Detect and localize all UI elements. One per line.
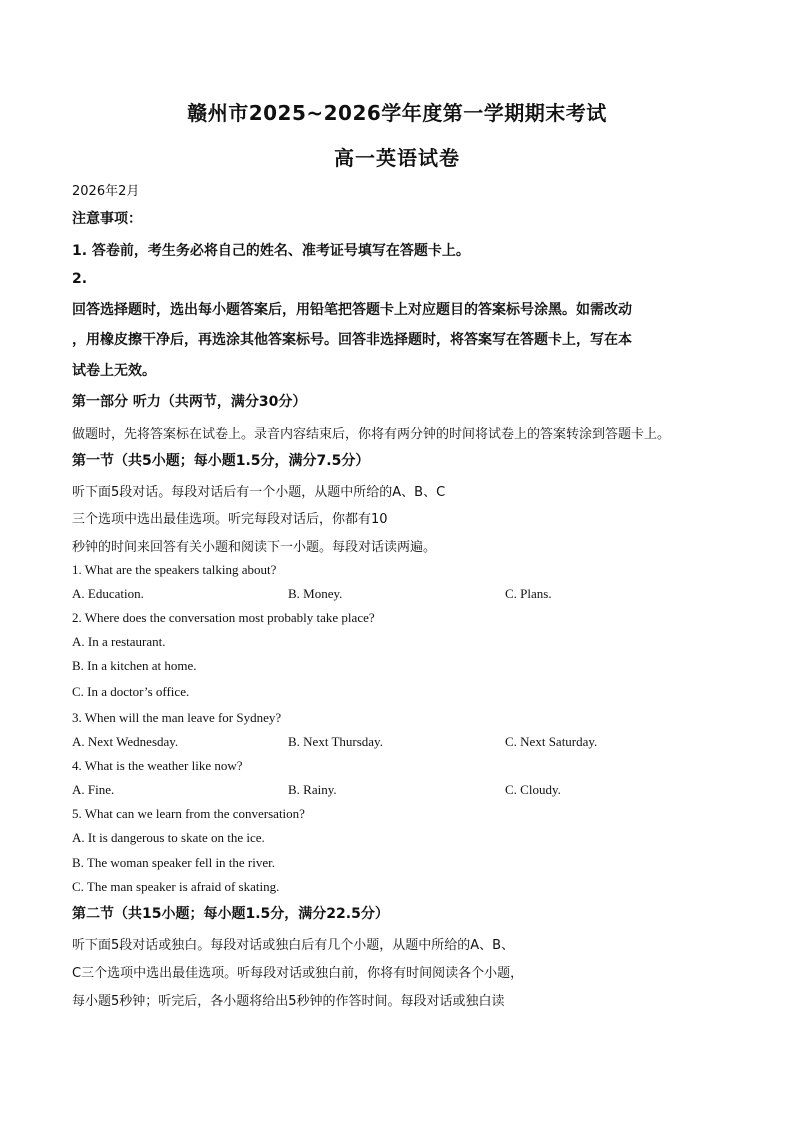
question-2-stem: 2. Where does the conversation most probably take place? (72, 610, 375, 625)
question-1-options (72, 586, 722, 602)
section2-instruction-line-3: 每小题5秒钟；听完后，各小题将给出5秒钟的作答时间。每段对话或独白读 (72, 994, 505, 1009)
question-3-stem: 3. When will the man leave for Sydney? (72, 710, 282, 725)
question-3-option-a: A. Next Wednesday. (72, 734, 179, 749)
notes-heading: 注意事项： (72, 211, 142, 227)
question-2-option-c: C. In a doctor’s office. (72, 684, 190, 699)
section2-instruction-line-1: 听下面5段对话或独白。每段对话或独白后有几个小题，从题中所给的A、B、 (72, 938, 515, 953)
question-5-stem: 5. What can we learn from the conversation? (72, 806, 305, 821)
question-4-option-b: B. Rainy. (288, 782, 337, 797)
exam-subtitle: 高一英语试卷 (334, 146, 460, 170)
question-1-option-a: A. Education. (72, 586, 144, 601)
section1-instruction-line-3: 秒钟的时间来回答有关小题和阅读下一小题。每段对话读两遍。 (72, 540, 437, 555)
section1-instruction-line-2: 三个选项中选出最佳选项。听完每段对话后，你都有10 (72, 512, 388, 527)
question-3-option-b: B. Next Thursday. (288, 734, 383, 749)
exam-date: 2026年2月 (72, 184, 140, 199)
section1-heading: 第一节（共5小题；每小题1.5分，满分7.5分） (72, 453, 370, 469)
question-2-option-a: A. In a restaurant. (72, 634, 166, 649)
question-5-option-b: B. The woman speaker fell in the river. (72, 855, 276, 870)
section2-instruction-line-2: C三个选项中选出最佳选项。听每段对话或独白前，你将有时间阅读各个小题， (72, 966, 524, 981)
notes-item-2-line-3: 试卷上无效。 (72, 363, 156, 379)
part1-heading: 第一部分 听力（共两节，满分30分） (72, 394, 307, 410)
notes-item-2-line-2: ，用橡皮擦干净后，再选涂其他答案标号。回答非选择题时，将答案写在答题卡上，写在本 (72, 332, 632, 348)
notes-item-2-line-1: 回答选择题时，选出每小题答案后，用铅笔把答题卡上对应题目的答案标号涂黑。如需改动 (72, 302, 632, 318)
question-5-option-a: A. It is dangerous to skate on the ice. (72, 830, 265, 845)
question-4-stem: 4. What is the weather like now? (72, 758, 243, 773)
question-2-option-b: B. In a kitchen at home. (72, 658, 197, 673)
section2-heading: 第二节（共15小题；每小题1.5分，满分22.5分） (72, 906, 389, 922)
question-3-options (72, 734, 722, 750)
question-1-option-b: B. Money. (288, 586, 343, 601)
question-5-option-c: C. The man speaker is afraid of skating. (72, 879, 280, 894)
question-1-stem: 1. What are the speakers talking about? (72, 562, 277, 577)
question-4-option-c: C. Cloudy. (505, 782, 561, 797)
section1-instruction-line-1: 听下面5段对话。每段对话后有一个小题，从题中所给的A、B、C (72, 485, 446, 500)
question-4-options (72, 782, 722, 798)
question-1-option-c: C. Plans. (505, 586, 552, 601)
notes-item-2-number: 2. (72, 271, 88, 287)
notes-item-1: 1. 答卷前，考生务必将自己的姓名、准考证号填写在答题卡上。 (72, 243, 470, 259)
question-4-option-a: A. Fine. (72, 782, 115, 797)
exam-title: 赣州市2025~2026学年度第一学期期末考试 (187, 101, 607, 125)
part1-instruction: 做题时，先将答案标在试卷上。录音内容结束后，你将有两分钟的时间将试卷上的答案转涂到答题卡上。 (72, 427, 671, 442)
question-3-option-c: C. Next Saturday. (505, 734, 598, 749)
